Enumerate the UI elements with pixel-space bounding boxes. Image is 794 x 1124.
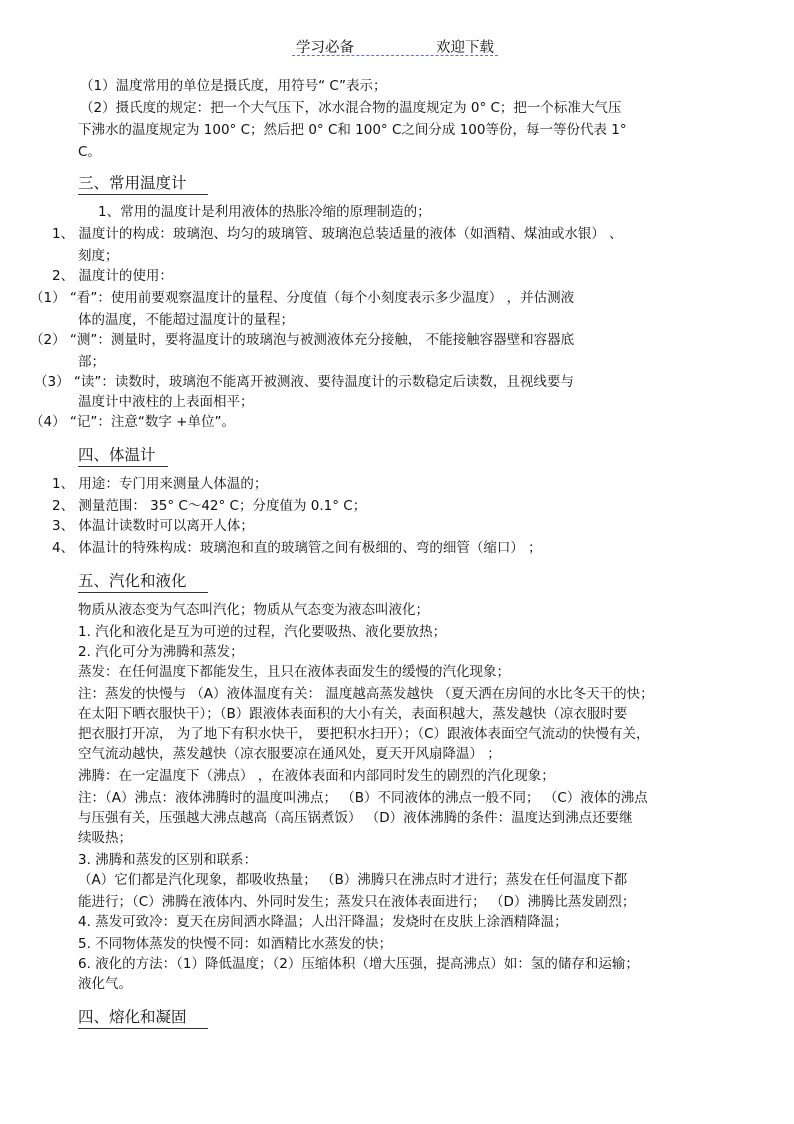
text-line: （2） “测”：测量时，要将温度计的玻璃泡与被测液体充分接触， 不能接触容器壁和容器底 <box>30 332 575 348</box>
section-underline <box>78 592 208 593</box>
text-line: 沸腾：在一定温度下（沸点） ，在液体表面和内部同时发生的剧烈的汽化现象； <box>78 768 555 784</box>
header-left-text: 学习必备 <box>296 40 354 56</box>
section-heading: 五、汽化和液化 <box>78 572 187 590</box>
section-heading: 三、常用温度计 <box>78 174 187 192</box>
text-line: 蒸发：在任何温度下都能发生，且只在液体表面发生的缓慢的汽化现象； <box>78 664 510 680</box>
text-line: 续吸热； <box>78 830 132 846</box>
text-line: （2）摄氏度的规定：把一个大气压下，冰水混合物的温度规定为 0° C；把一个标准大气压 <box>80 100 622 116</box>
text-line: 2. 汽化可分为沸腾和蒸发； <box>78 644 244 660</box>
section-underline <box>78 1028 208 1029</box>
text-line: 5. 不同物体蒸发的快慢不同：如酒精比水蒸发的快； <box>78 936 393 952</box>
section-underline <box>78 194 208 195</box>
text-line: 2、 测量范围： 35° C～42° C；分度值为 0.1° C； <box>52 498 367 514</box>
text-line: （1）温度常用的单位是摄氏度，用符号“ C”表示； <box>80 78 387 94</box>
text-line: 注：蒸发的快慢与 （A）液体温度有关： 温度越高蒸发越快 （夏天洒在房间的水比冬天干的快； <box>78 686 654 702</box>
text-line: 温度计中液柱的上表面相平； <box>78 394 254 410</box>
header-right-text: 欢迎下载 <box>436 40 494 56</box>
text-line: 4. 蒸发可致冷：夏天在房间洒水降温；人出汗降温；发烧时在皮肤上涂酒精降温； <box>78 914 568 930</box>
text-line: 空气流动越快，蒸发越快（凉衣服要凉在通风处，夏天开风扇降温） ； <box>78 746 501 762</box>
text-line: 物质从液态变为气态叫汽化；物质从气态变为液态叫液化； <box>78 602 429 618</box>
section-heading: 四、体温计 <box>78 446 156 464</box>
header-divider <box>292 55 498 56</box>
text-line: 4、 体温计的特殊构成：玻璃泡和直的玻璃管之间有极细的、弯的细管（缩口） ； <box>52 540 542 556</box>
text-line: 刻度； <box>78 248 119 264</box>
text-line: 1. 汽化和液化是互为可逆的过程，汽化要吸热、液化要放热； <box>78 624 447 640</box>
text-line: 1、常用的温度计是利用液体的热胀冷缩的原理制造的； <box>98 204 431 220</box>
text-line: 下沸水的温度规定为 100° C；然后把 0° C和 100° C之间分成 100等份，每一等份代表 1° <box>78 122 627 138</box>
text-line: 与压强有关，压强越大沸点越高（高压锅煮饭） （D）液体沸腾的条件：温度达到沸点还要继 <box>78 810 633 826</box>
text-line: 部； <box>78 354 105 370</box>
page-header <box>0 36 794 60</box>
section-heading: 四、熔化和凝固 <box>78 1008 187 1026</box>
text-line: （A）它们都是汽化现象，都吸收热量； （B）沸腾只在沸点时才进行；蒸发在任何温度下都 <box>78 872 628 888</box>
text-line: 能进行；（C）沸腾在液体内、外同时发生；蒸发只在液体表面进行； （D）沸腾比蒸发剧烈； <box>78 894 636 910</box>
text-line: 2、 温度计的使用： <box>52 268 173 284</box>
text-line: （3） “读”：读数时，玻璃泡不能离开被测液、要待温度计的示数稳定后读数，且视线要与 <box>34 374 574 390</box>
text-line: 体的温度，不能超过温度计的量程； <box>78 312 294 328</box>
text-line: 3. 沸腾和蒸发的区别和联系： <box>78 852 258 868</box>
text-line: 6. 液化的方法：（1）降低温度；（2）压缩体积（增大压强，提高沸点）如：氢的储存和运输； <box>78 956 639 972</box>
text-line: 在太阳下晒衣服快干）；（B）跟液体表面积的大小有关，表面积越大，蒸发越快（凉衣服时要 <box>78 706 628 722</box>
text-line: 注：（A）沸点：液体沸腾时的温度叫沸点； （B）不同液体的沸点一般不同； （C）液体的沸点 <box>78 790 648 806</box>
text-line: 3、 体温计读数时可以离开人体； <box>52 518 254 534</box>
text-line: （4） “记”：注意“数字 +单位”。 <box>30 414 235 430</box>
text-line: C。 <box>78 144 101 160</box>
text-line: 1、 用途：专门用来测量人体温的； <box>52 476 268 492</box>
text-line: （1） “看”：使用前要观察温度计的量程、分度值（每个小刻度表示多少温度） ，并估测液 <box>30 290 575 306</box>
text-line: 把衣服打开凉， 为了地下有积水快干， 要把积水扫开）；（C）跟液体表面空气流动的快慢有关， <box>78 726 650 742</box>
section-underline <box>78 466 168 467</box>
text-line: 1、 温度计的构成：玻璃泡、均匀的玻璃管、玻璃泡总装适量的液体（如酒精、煤油或水银） 、 <box>52 226 623 242</box>
text-line: 液化气。 <box>78 976 132 992</box>
